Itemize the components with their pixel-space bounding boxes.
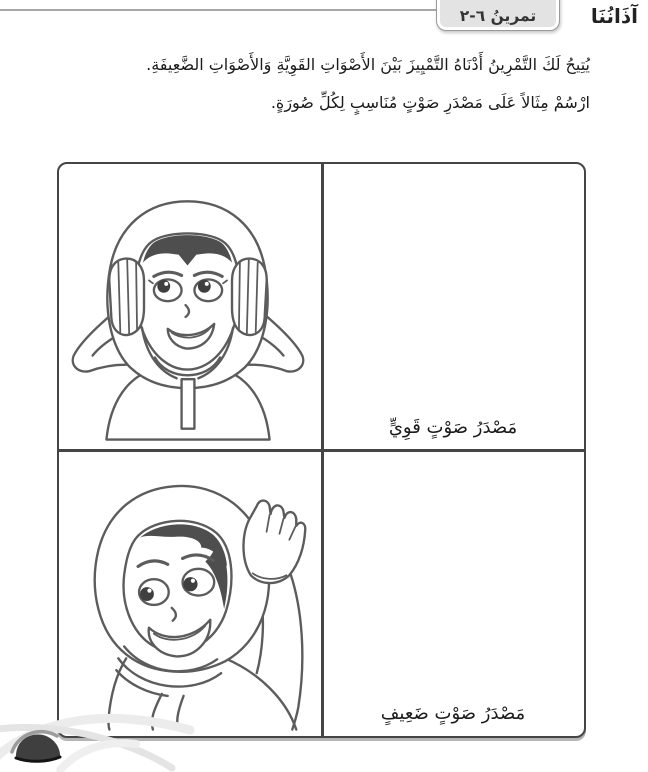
weak-sound-label: مَصْدَرُ صَوْتٍ ضَعِيفٍ <box>380 703 526 724</box>
instruction-line-2: ارْسُمْ مِثَالاً عَلَى مَصْدَرِ صَوْتٍ مُنَاسِبٍ لِكُلِّ صُورَةٍ. <box>270 93 590 112</box>
strong-sound-label: مَصْدَرُ صَوْتٍ قَوِيٍّ <box>388 417 518 438</box>
exercise-badge <box>436 0 560 31</box>
cell-weak-sound-drawing-area <box>323 451 583 735</box>
exercise-badge-label: تمرينُ ٦-٢ <box>459 7 537 25</box>
cell-strong-sound-picture <box>59 164 321 449</box>
header-rule <box>0 9 446 11</box>
activity-table <box>57 162 586 738</box>
lesson-title: آذَانُنَا <box>590 4 638 28</box>
instruction-line-1: يُتِيحُ لَكَ التَّمْرِينُ أَدْنَاهُ التَّمْيِيزَ بَيْنَ الأَصْوَاتِ القَوِيَّةِ وَالأَصْوَاتِ الضَّعِيفَةِ. <box>146 55 590 74</box>
girl-covering-ears-icon <box>57 186 319 441</box>
instructions <box>146 46 590 122</box>
page-corner-ornament-icon <box>0 672 210 772</box>
cell-strong-sound-drawing-area <box>323 164 583 449</box>
